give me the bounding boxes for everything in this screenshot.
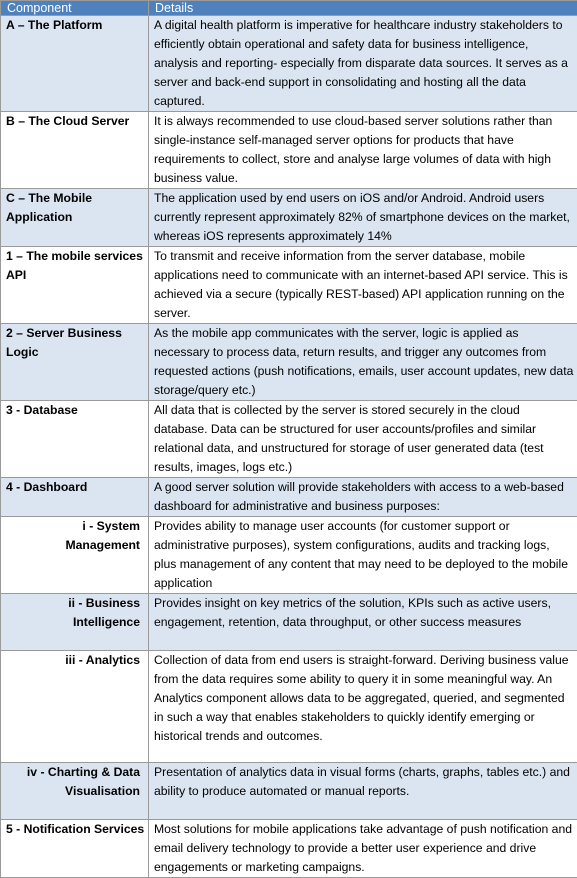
details-cell: As the mobile app communicates with the server, logic is applied as necessary to process data, return results, and trigger any outcomes from requested actions (push notifications, emails, user account updates, new data storage/query etc.) <box>149 324 577 401</box>
component-cell: A – The Platform <box>1 16 149 112</box>
table-header-row <box>1 1 577 16</box>
table-row <box>1 324 577 401</box>
header-details: Details <box>149 1 577 16</box>
table-row <box>1 651 577 763</box>
component-cell: 2 – Server Business Logic <box>1 324 149 401</box>
table-row <box>1 763 577 820</box>
details-cell: A good server solution will provide stakeholders with access to a web-based dashboard for administrative and business purposes: <box>149 478 577 517</box>
details-cell: Presentation of analytics data in visual forms (charts, graphs, tables etc.) and ability to produce automated or manual reports. <box>149 763 577 820</box>
table-row <box>1 820 577 878</box>
component-cell: iv - Charting & Data Visualisation <box>1 763 149 820</box>
header-component: Component <box>1 1 149 16</box>
details-cell: A digital health platform is imperative for healthcare industry stakeholders to efficiently obtain operational and safety data for business intelligence, analysis and reporting- especially from disparate data sources. It serves as a server and back-end support in consolidating and hosting all the data captured. <box>149 16 577 112</box>
component-cell: C – The Mobile Application <box>1 189 149 247</box>
component-cell: 4 - Dashboard <box>1 478 149 517</box>
component-cell: 3 - Database <box>1 401 149 478</box>
details-cell: To transmit and receive information from the server database, mobile applications need to communicate with an internet-based API service. This is achieved via a secure (typically REST-based) API application running on the server. <box>149 247 577 324</box>
table-row <box>1 401 577 478</box>
details-cell: All data that is collected by the server is stored securely in the cloud database. Data can be structured for user accounts/profiles and similar relational data, and unstructured for storage of user generated data (test results, images, logs etc.) <box>149 401 577 478</box>
table-row <box>1 478 577 517</box>
table-row <box>1 517 577 594</box>
details-cell: The application used by end users on iOS and/or Android. Android users currently represent approximately 82% of smartphone devices on the market, whereas iOS represents approximately 14% <box>149 189 577 247</box>
component-cell: 1 – The mobile services API <box>1 247 149 324</box>
component-cell: 5 - Notification Services <box>1 820 149 878</box>
details-cell: Provides insight on key metrics of the solution, KPIs such as active users, engagement, retention, data throughput, or other success measures <box>149 594 577 651</box>
table-row <box>1 247 577 324</box>
details-cell: Collection of data from end users is straight-forward. Deriving business value from the data requires some ability to query it in some meaningful way. An Analytics component allows data to be aggregated, queried, and segmented in such a way that enables stakeholders to quickly identify emerging or historical trends and outcomes. <box>149 651 577 763</box>
table-row <box>1 16 577 112</box>
component-cell: iii - Analytics <box>1 651 149 763</box>
details-cell: Most solutions for mobile applications take advantage of push notification and email delivery technology to provide a better user experience and drive engagements or marketing campaigns. <box>149 820 577 878</box>
component-cell: i - System Management <box>1 517 149 594</box>
table-row <box>1 112 577 189</box>
details-cell: Provides ability to manage user accounts (for customer support or administrative purposes), system configurations, audits and tracking logs, plus management of any content that may need to be deployed to the mobile application <box>149 517 577 594</box>
table-row <box>1 594 577 651</box>
details-cell: It is always recommended to use cloud-based server solutions rather than single-instance self-managed server options for products that have requirements to collect, store and analyse large volumes of data with high business value. <box>149 112 577 189</box>
component-cell: ii - Business Intelligence <box>1 594 149 651</box>
component-cell: B – The Cloud Server <box>1 112 149 189</box>
table-row <box>1 189 577 247</box>
